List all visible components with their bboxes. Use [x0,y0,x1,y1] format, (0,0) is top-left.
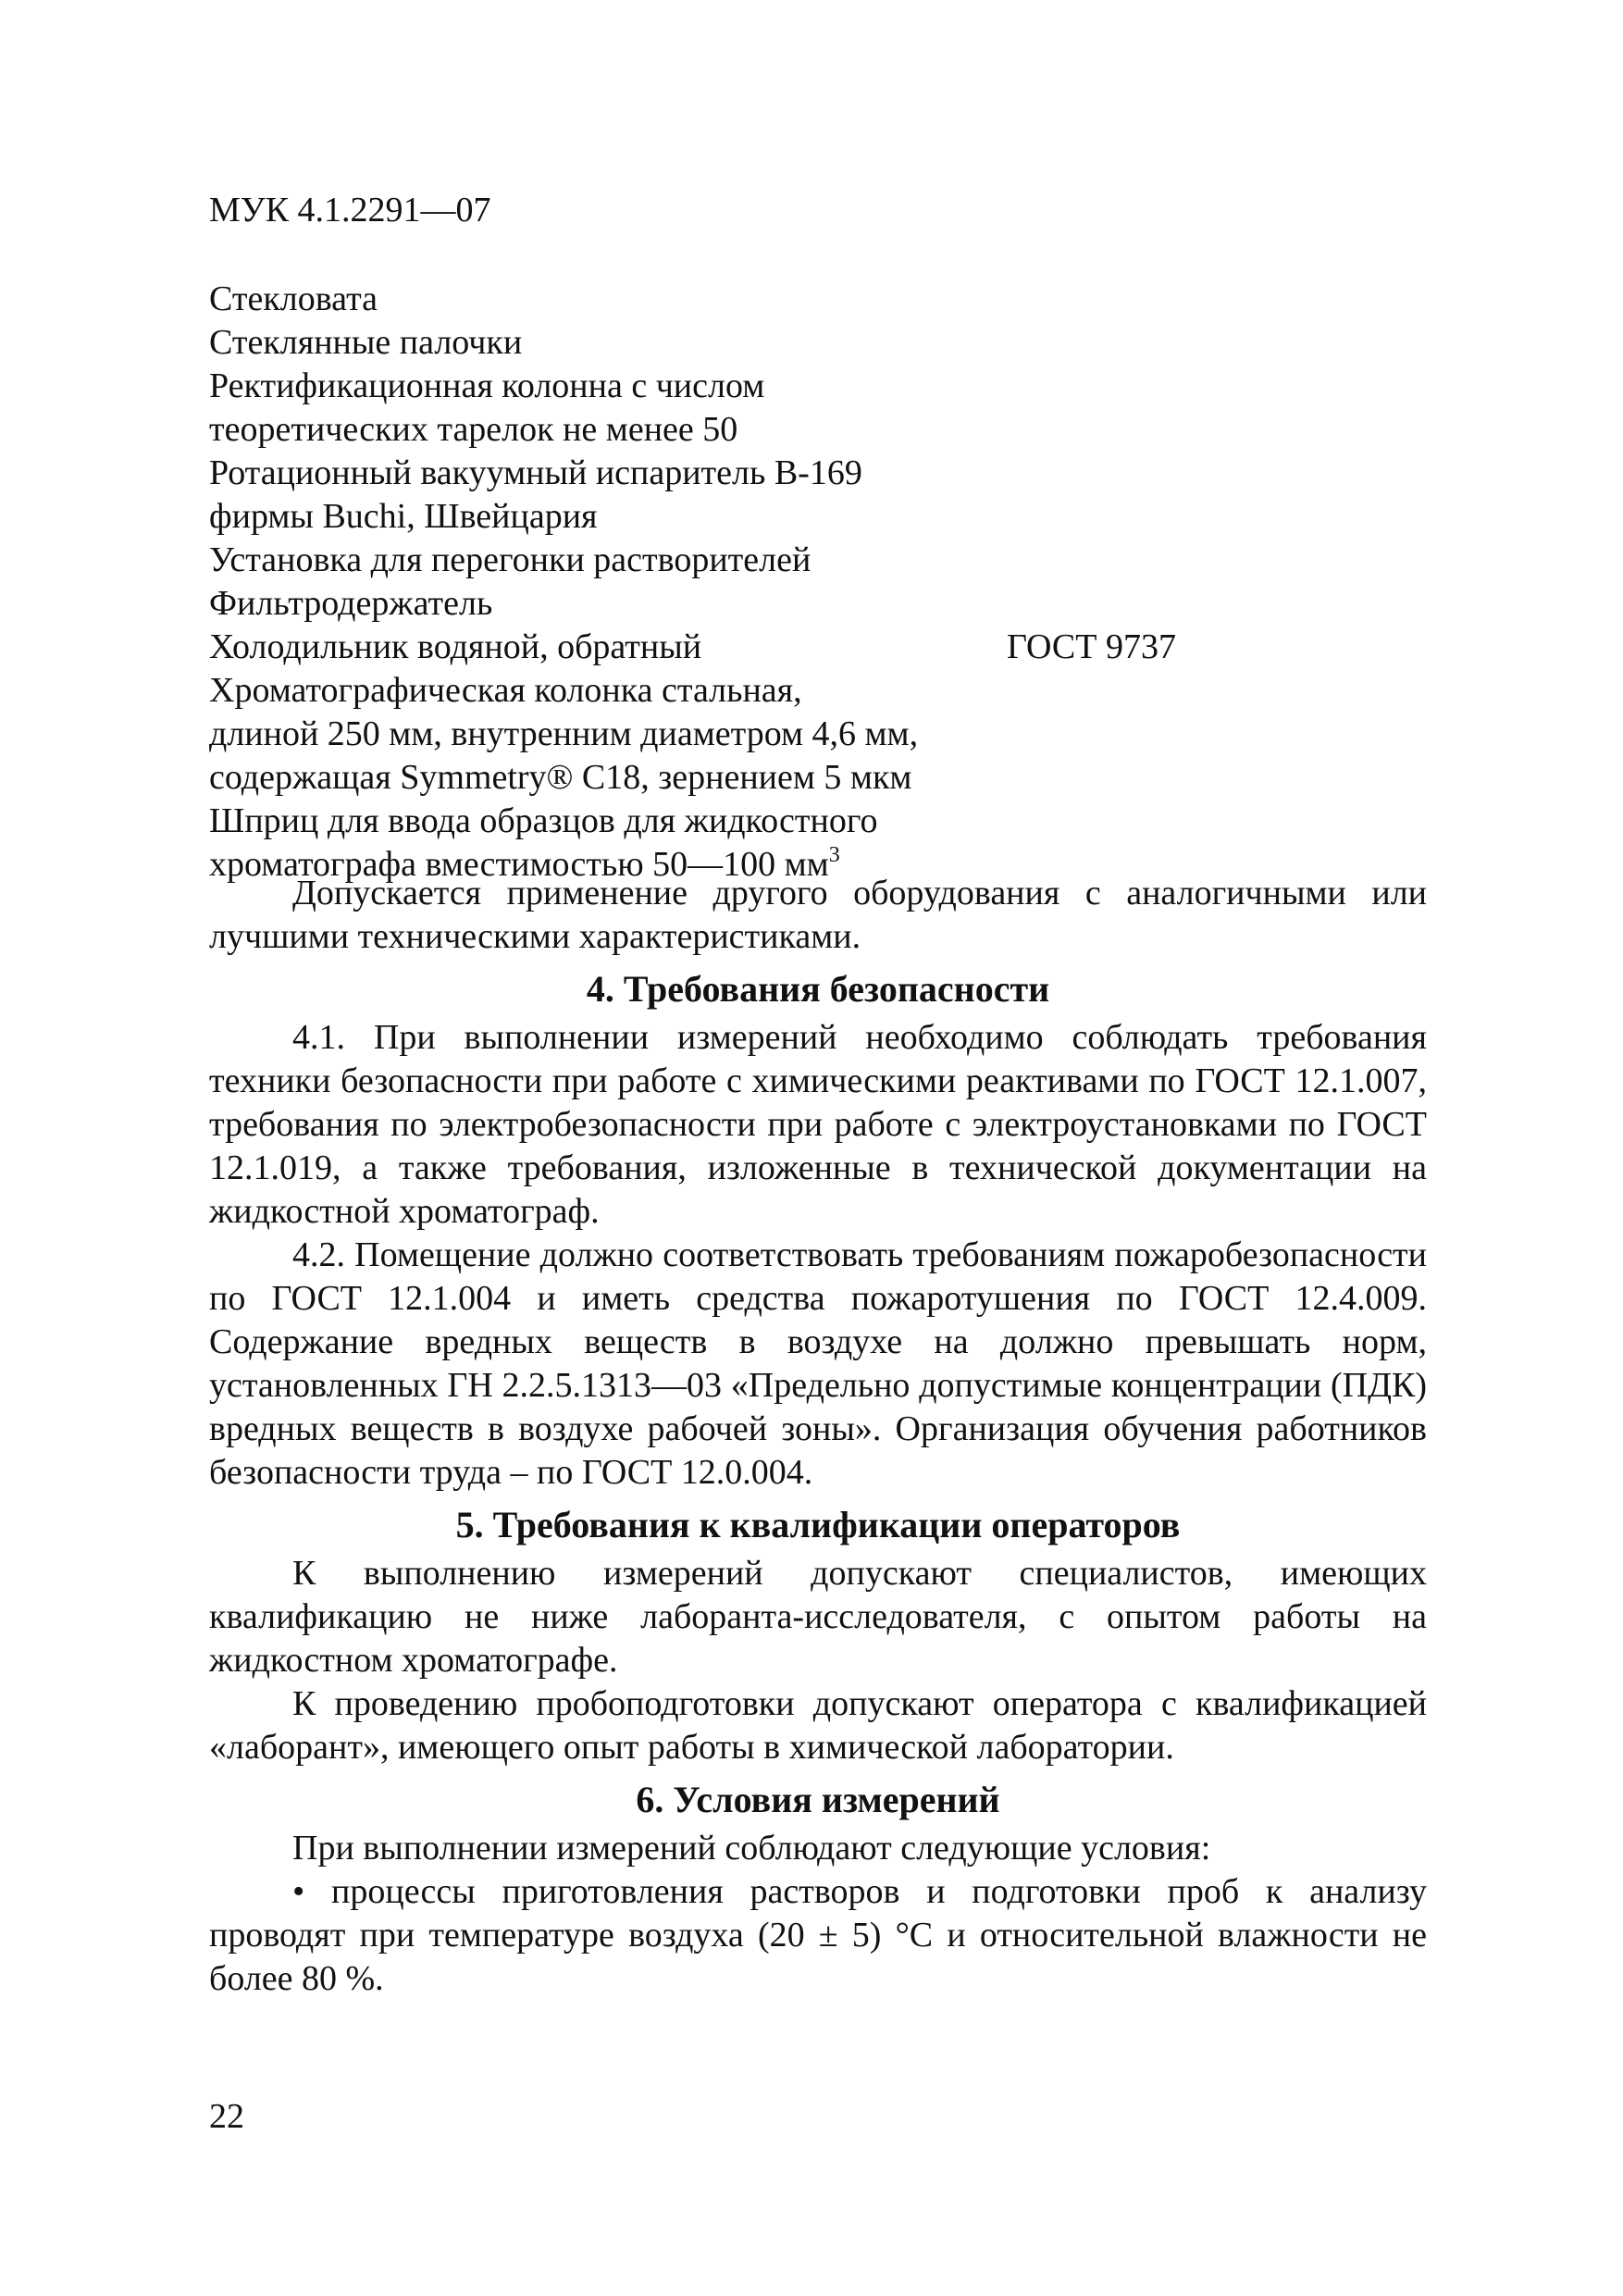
equipment-name: Фильтродержатель [209,584,493,623]
equipment-name: фирмы Buchi, Швейцария [209,497,598,536]
section-6-bullet-item: • процессы приготовления растворов и подготовки проб к анализу проводят при температуре воздуха (20 ± 5) °С и относительной влажности не более 80 %. [209,1872,1427,1998]
equipment-name: Хроматографическая колонка стальная, [209,671,802,710]
equipment-item [209,408,1208,452]
equipment-name: Ректификационная колонна с числом [209,366,765,405]
equipment-item [209,756,1208,800]
equipment-item [209,669,1208,713]
equipment-name: Холодильник водяной, обратный [209,627,702,666]
section-4-paragraph-2: 4.2. Помещение должно соответствовать требованиям пожаробезопасности по ГОСТ 12.1.004 и иметь средства пожаротушения по ГОСТ 12.4.009. Содержание вредных веществ в воздухе на должно превышать норм, установленных ГН 2.2.5.1313—03 «Предельно допустимые концентрации (ПДК) вредных веществ в воздухе рабочей зоны». Организация обучения работников безопасности труда – по ГОСТ 12.0.004. [209,1235,1427,1492]
section-6-heading: 6. Условия измерений [636,1779,1000,1820]
equipment-name: Ротационный вакуумный испаритель В-169 [209,453,862,492]
equipment-name: Стекловата [209,279,378,318]
equipment-name: Установка для перегонки растворителей [209,540,812,579]
section-4-heading: 4. Требования безопасности [586,968,1050,1010]
equipment-item [209,452,1208,495]
allowance-paragraph: Допускается применение другого оборудования с аналогичными или лучшими техническими характеристиками. [209,874,1427,956]
section-4-paragraph-1: 4.1. При выполнении измерений необходимо соблюдать требования техники безопасности при работе с химическими реактивами по ГОСТ 12.1.007, требования по электробезопасности при работе с электроустановками по ГОСТ 12.1.019, а также требования, изложенные в технической документации на жидкостной хроматограф. [209,1018,1427,1231]
equipment-name: Стеклянные палочки [209,323,523,362]
section-5-heading: 5. Требования к квалификации операторов [455,1504,1181,1545]
section-6-paragraph-1: При выполнении измерений соблюдают следующие условия: [292,1829,1211,1868]
equipment-name: Шприц для ввода образцов для жидкостного [209,801,878,840]
equipment-name: длиной 250 мм, внутренним диаметром 4,6 мм, [209,714,919,753]
equipment-item [209,365,1208,408]
equipment-item [209,278,1208,321]
equipment-item [209,713,1208,756]
equipment-item [209,582,1208,626]
equipment-list [209,278,1208,887]
equipment-name: теоретических тарелок не менее 50 [209,410,738,449]
equipment-item [209,539,1208,582]
equipment-item [209,800,1208,843]
page-number: 22 [209,2097,244,2136]
equipment-name: хроматографа вместимостью 50—100 мм [209,845,829,884]
equipment-item [209,626,1208,669]
section-5-paragraph-1: К выполнению измерений допускают специалистов, имеющих квалификацию не ниже лаборанта-исследователя, с опытом работы на жидкостном хроматографе. [209,1554,1427,1680]
equipment-item [209,321,1208,365]
equipment-standard: ГОСТ 9737 [1007,627,1176,666]
equipment-item [209,495,1208,539]
section-5-paragraph-2: К проведению пробоподготовки допускают оператора с квалификацией «лаборант», имеющего опыт работы в химической лаборатории. [209,1684,1427,1767]
document-code: МУК 4.1.2291—07 [209,191,491,230]
body-text [209,872,1427,2001]
superscript-three: 3 [828,843,840,867]
equipment-name: содержащая Symmetry® C18, зернением 5 мкм [209,758,912,797]
